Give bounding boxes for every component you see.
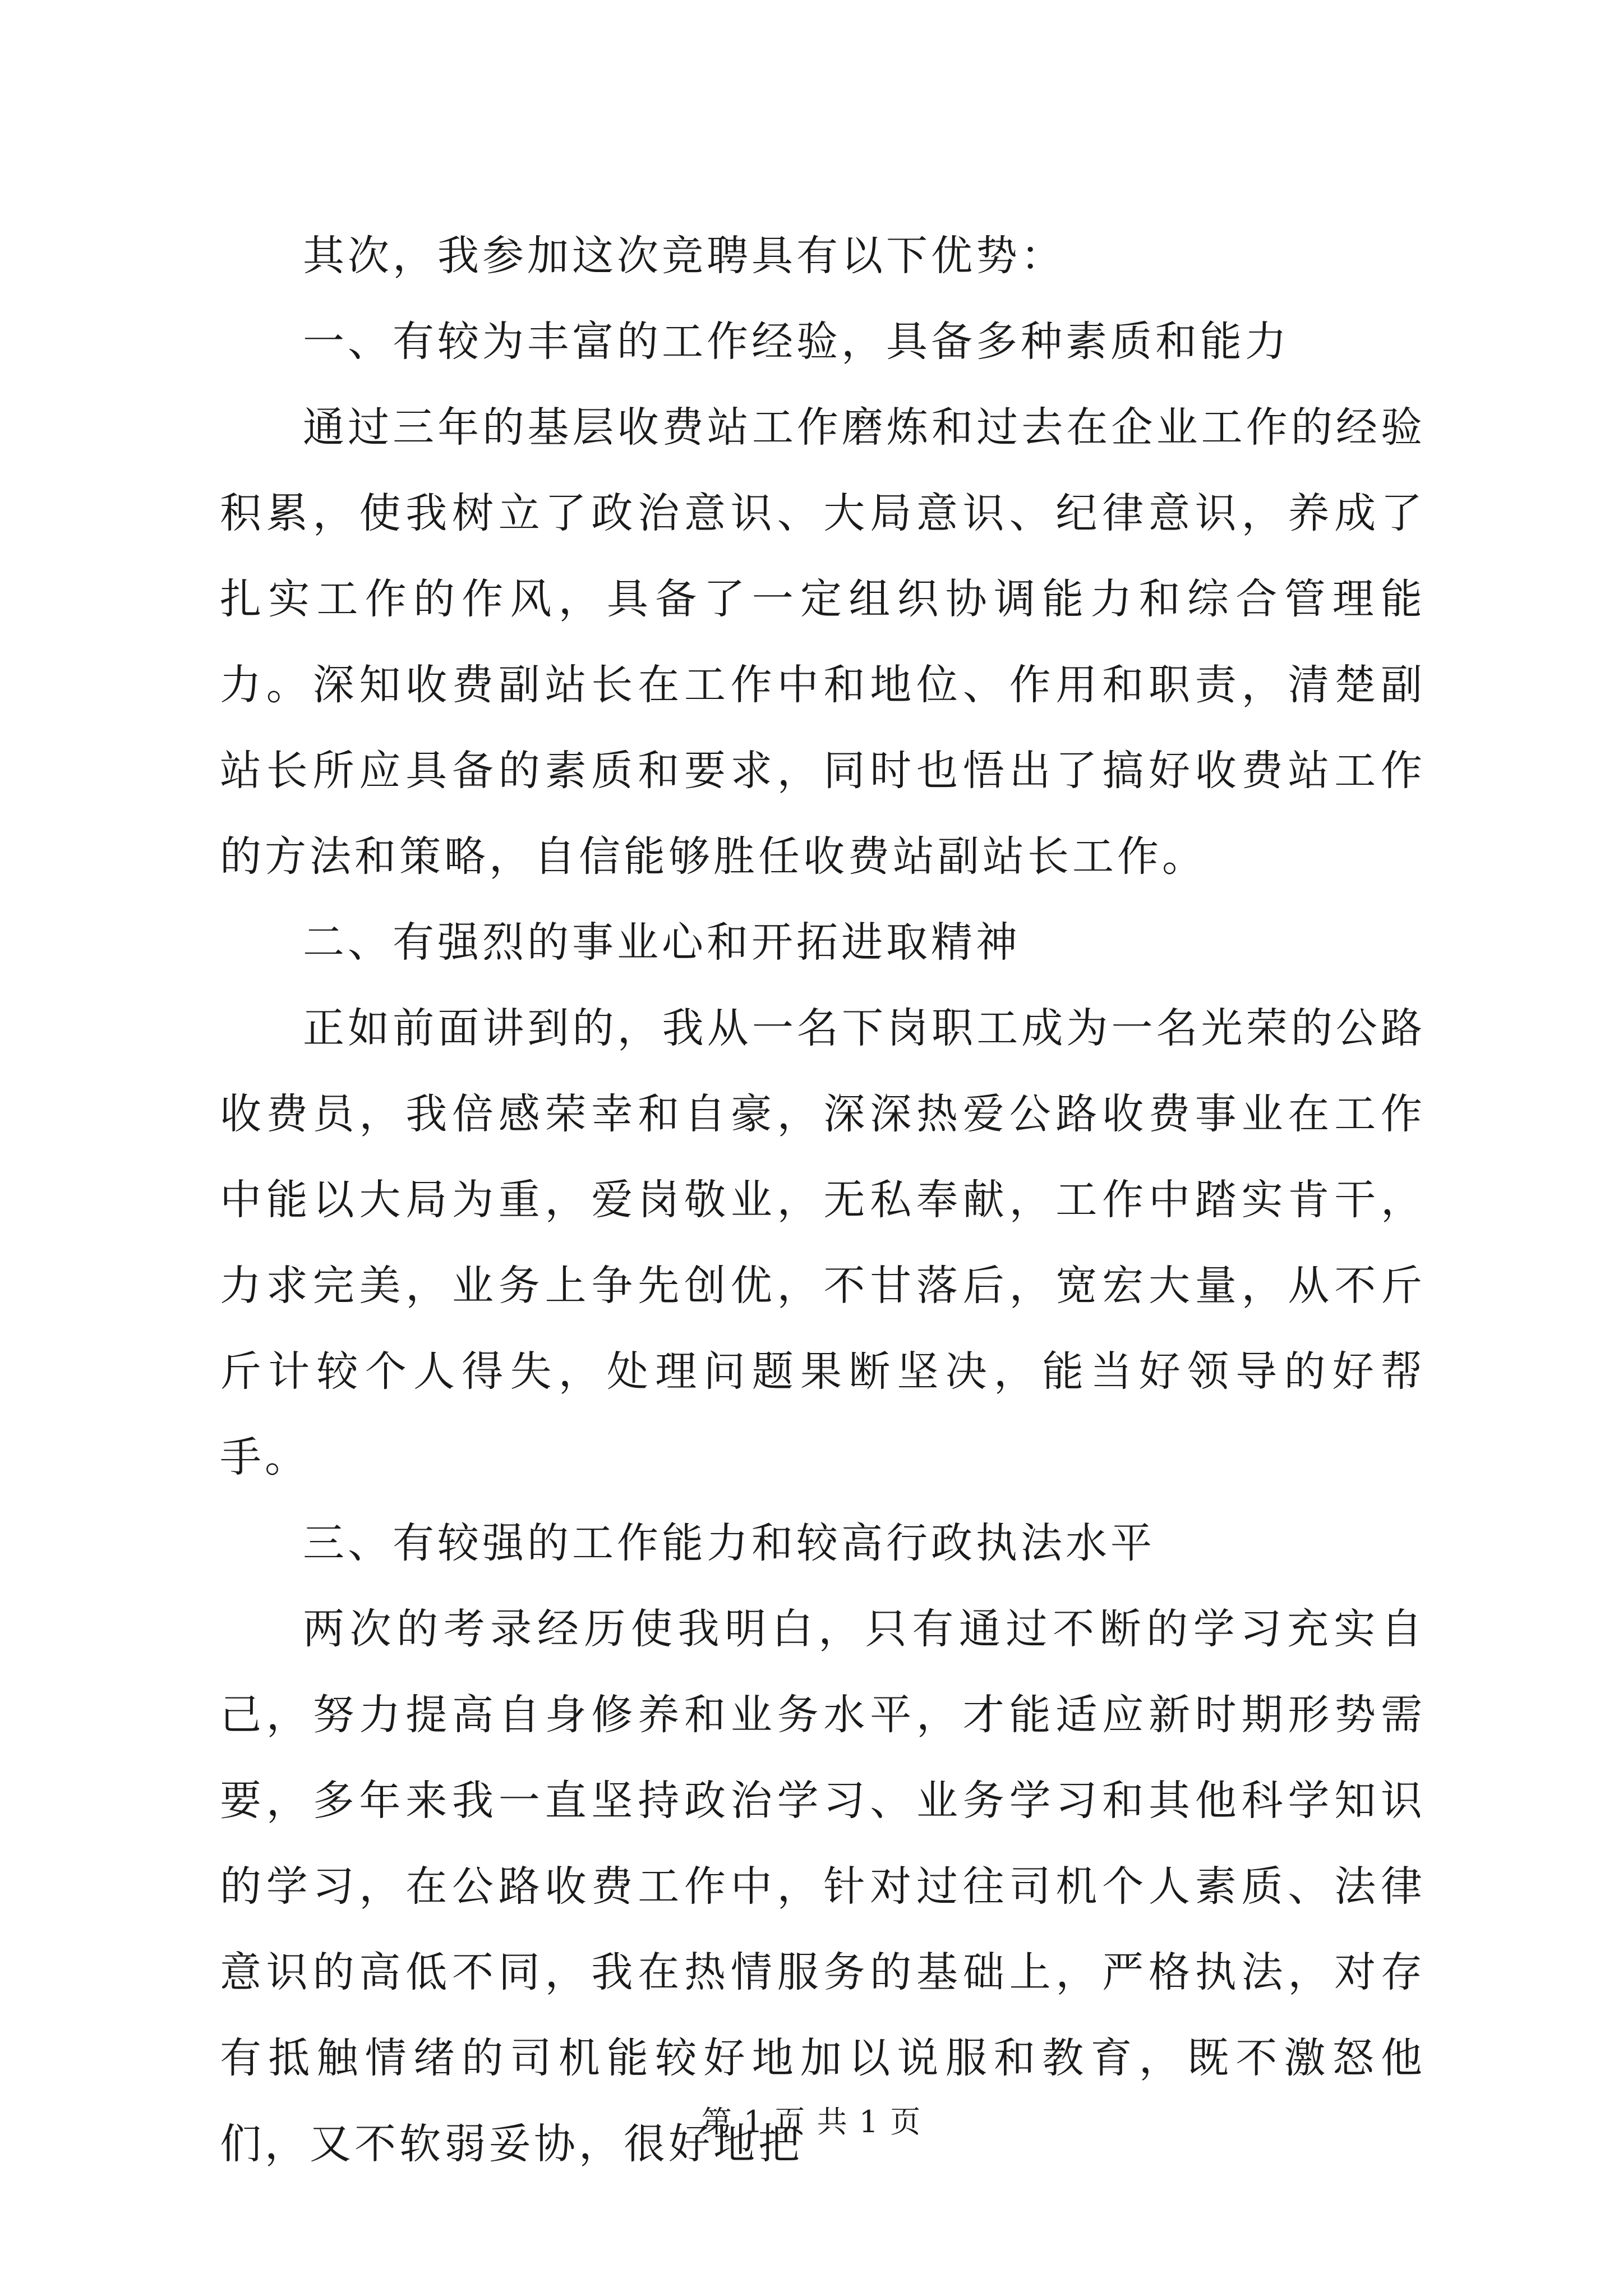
paragraph-point-1: 通过三年的基层收费站工作磨炼和过去在企业工作的经验积累，使我树立了政治意识、大局意识、纪律意识，养成了扎实工作的作风，具备了一定组织协调能力和综合管理能力。深知收费副站长在工作中和地位、作用和职责，清楚副站长所应具备的素质和要求，同时也悟出了搞好收费站工作的方法和策略，自信能够胜任收费站副站长工作。 [220,403,1426,881]
heading-point-1: 一、有较为丰富的工作经验，具备多种素质和能力 [303,318,1290,366]
paragraph-point-2: 正如前面讲到的，我从一名下岗职工成为一名光荣的公路收费员，我倍感荣幸和自豪，深深热爱公路收费事业在工作中能以大局为重，爱岗敬业，无私奉献，工作中踏实肯干，力求完美，业务上争先创优，不甘落后，宽宏大量，从不斤斤计较个人得失，处理问题果断坚决，能当好领导的好帮手。 [220,1004,1426,1481]
paragraph-point-3: 两次的考录经历使我明白，只有通过不断的学习充实自己，努力提高自身修养和业务水平，才能适应新时期形势需要，多年来我一直坚持政治学习、业务学习和其他科学知识的学习，在公路收费工作中，针对过往司机个人素质、法律意识的高低不同，我在热情服务的基础上，严格执法，对存有抵触情绪的司机能较好地加以说服和教育，既不激怒他们，又不软弱妥协，很好地把 [220,1605,1426,2168]
heading-point-2: 二、有强烈的事业心和开拓进取精神 [303,918,1021,967]
page-footer: 第 1 页 共 1 页 [701,2104,922,2139]
document-body [220,213,1426,2187]
paragraph-intro: 其次，我参加这次竞聘具有以下优势： [303,232,1066,280]
heading-point-3: 三、有较强的工作能力和较高行政执法水平 [303,1519,1155,1567]
